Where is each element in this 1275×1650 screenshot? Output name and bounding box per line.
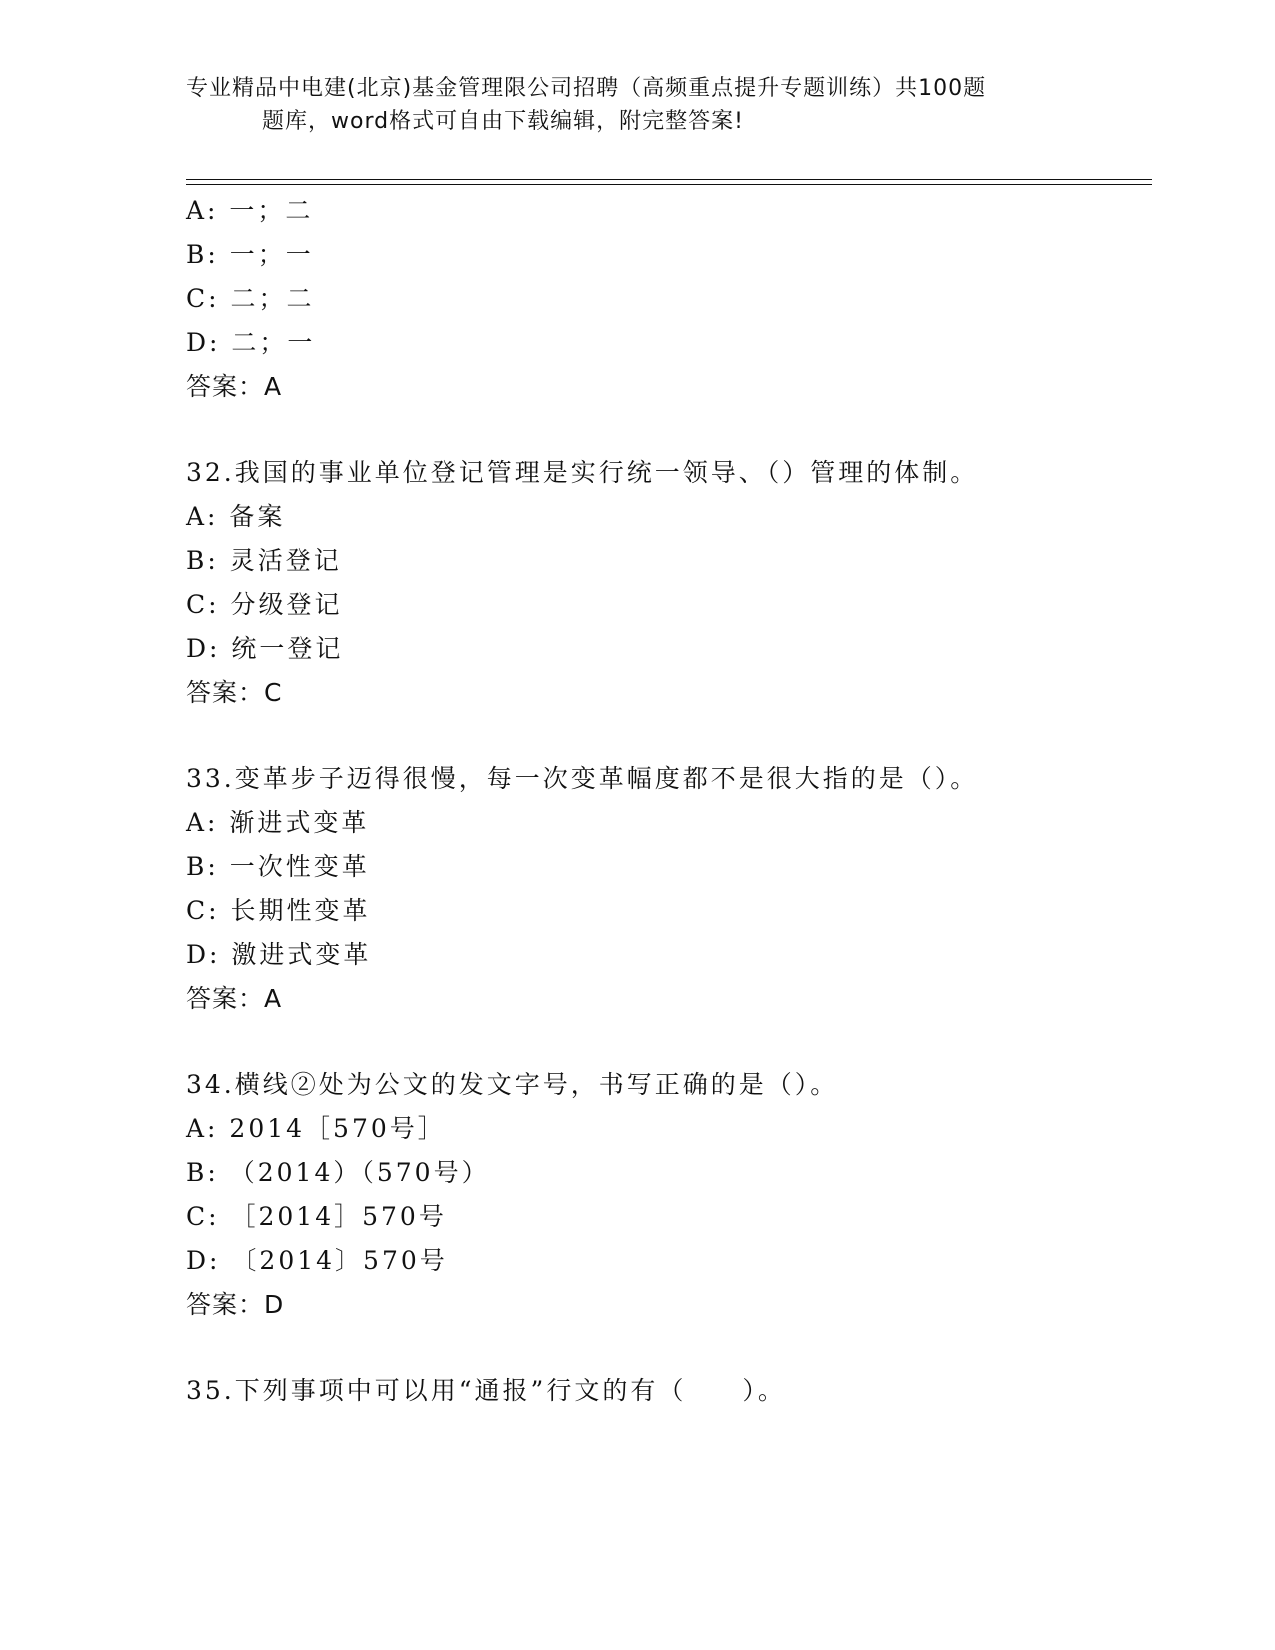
answer: 答案：C xyxy=(186,678,283,707)
option-c: C: ［2014］570号 xyxy=(186,1202,447,1231)
option-b: B: 一；一 xyxy=(186,240,314,269)
answer: 答案：D xyxy=(186,1290,285,1319)
header-title-line2: 题库，word格式可自由下载编辑，附完整答案! xyxy=(262,109,744,134)
header-rule-top xyxy=(186,179,1152,180)
option-d: D: 统一登记 xyxy=(186,634,344,663)
question-text: 33.变革步子迈得很慢，每一次变革幅度都不是很大指的是（）。 xyxy=(186,764,979,793)
option-b: B: 一次性变革 xyxy=(186,852,370,881)
question-text: 35.下列事项中可以用“通报”行文的有（ ）。 xyxy=(186,1376,786,1405)
option-a: A: 渐进式变革 xyxy=(186,808,370,837)
header-rule-bottom xyxy=(186,184,1152,185)
option-a: A: 备案 xyxy=(186,502,286,531)
answer: 答案：A xyxy=(186,984,283,1013)
header-title-line1: 专业精品中电建(北京)基金管理限公司招聘（高频重点提升专题训练）共100题 xyxy=(186,76,987,101)
document-header xyxy=(186,72,1066,138)
answer: 答案：A xyxy=(186,372,283,401)
option-d: D: 〔2014〕570号 xyxy=(186,1246,448,1275)
option-c: C: 二；二 xyxy=(186,284,315,313)
option-c: C: 分级登记 xyxy=(186,590,343,619)
question-text: 32.我国的事业单位登记管理是实行统一领导、（）管理的体制。 xyxy=(186,458,979,487)
option-c: C: 长期性变革 xyxy=(186,896,371,925)
option-a: A: 一；二 xyxy=(186,196,314,225)
option-a: A: 2014［570号］ xyxy=(186,1114,446,1143)
option-d: D: 激进式变革 xyxy=(186,940,372,969)
option-b: B: （2014）（570号） xyxy=(186,1158,490,1187)
option-d: D: 二；一 xyxy=(186,328,316,357)
question-text: 34.横线②处为公文的发文字号，书写正确的是（）。 xyxy=(186,1070,839,1099)
option-b: B: 灵活登记 xyxy=(186,546,342,575)
